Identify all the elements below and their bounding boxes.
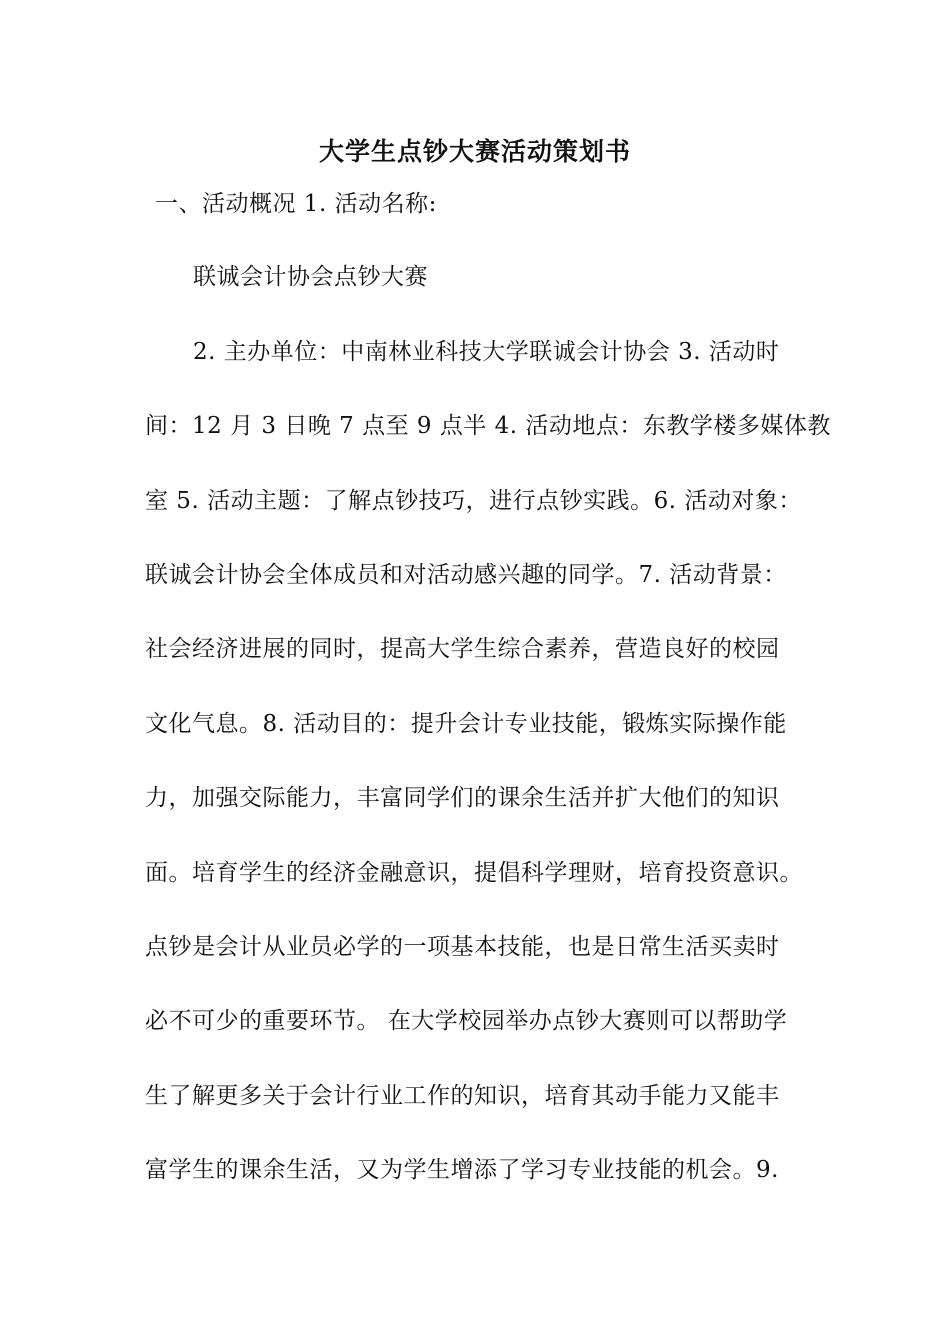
text-line: 2. 主办单位：中南林业科技大学联诚会计协会 3. 活动时 xyxy=(193,339,780,365)
text-line: 间：12 月 3 日晚 7 点至 9 点半 4. 活动地点：东教学楼多媒体教 xyxy=(145,413,831,439)
text-line: 必不可少的重要环节。 在大学校园举办点钞大赛则可以帮助学 xyxy=(145,1008,788,1034)
text-line: 室 5. 活动主题：了解点钞技巧，进行点钞实践。6. 活动对象： xyxy=(145,488,802,514)
text-line: 社会经济进展的同时，提高大学生综合素养，营造良好的校园 xyxy=(145,636,780,662)
text-line: 富学生的课余生活，又为学生增添了学习专业技能的机会。9. xyxy=(145,1157,779,1183)
text-line: 一、活动概况 1. 活动名称: xyxy=(155,191,437,217)
text-line: 联诚会计协会全体成员和对活动感兴趣的同学。7. 活动背景： xyxy=(145,562,787,588)
document-title: 大学生点钞大赛活动策划书 xyxy=(318,137,631,166)
text-line: 联诚会计协会点钞大赛 xyxy=(193,264,428,290)
text-line: 点钞是会计从业员必学的一项基本技能，也是日常生活买卖时 xyxy=(145,934,780,960)
text-line: 生了解更多关于会计行业工作的知识，培育其动手能力又能丰 xyxy=(145,1083,780,1109)
text-line: 面。培育学生的经济金融意识，提倡科学理财，培育投资意识。 xyxy=(145,860,803,886)
text-line: 文化气息。8. 活动目的：提升会计专业技能，锻炼实际操作能 xyxy=(145,711,787,737)
text-line: 力，加强交际能力，丰富同学们的课余生活并扩大他们的知识 xyxy=(145,785,780,811)
